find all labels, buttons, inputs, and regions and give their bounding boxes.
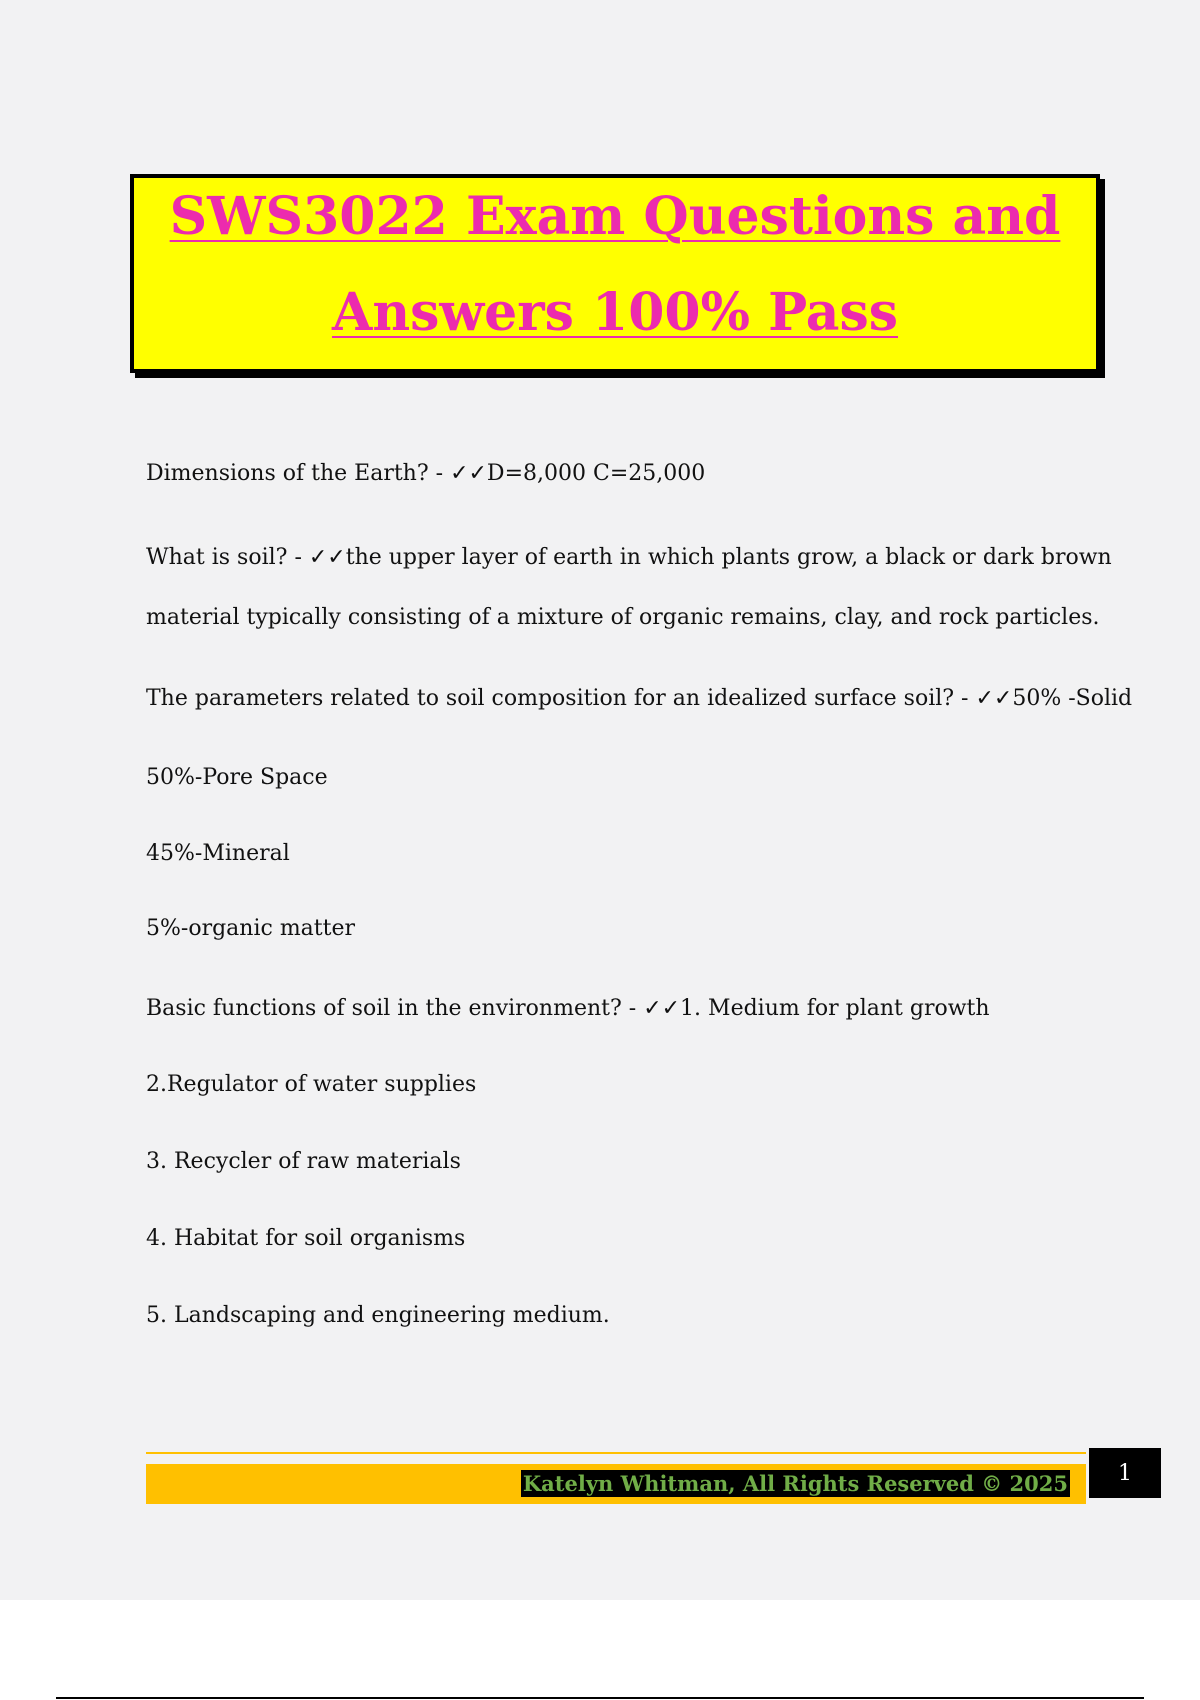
footer-divider <box>146 1452 1086 1454</box>
answer-recycler: 3. Recycler of raw materials <box>146 1149 461 1174</box>
copyright-text: Katelyn Whitman, All Rights Reserved © 2025 <box>522 1471 1068 1496</box>
question-what-is-soil: What is soil? - ✓✓the upper layer of earth in which plants grow, a black or dark brown <box>146 545 1112 570</box>
question-earth-dimensions: Dimensions of the Earth? - ✓✓D=8,000 C=25,000 <box>146 461 706 486</box>
answer-pore-space: 50%-Pore Space <box>146 765 328 790</box>
answer-organic-matter: 5%-organic matter <box>146 916 356 941</box>
title-line-1: SWS3022 Exam Questions and <box>169 186 1061 247</box>
footer-band <box>146 1464 1086 1504</box>
question-soil-composition: The parameters related to soil composition for an idealized surface soil? - ✓✓50% -Solid <box>146 686 1133 711</box>
question-soil-functions: Basic functions of soil in the environment? - ✓✓1. Medium for plant growth <box>146 996 990 1021</box>
title-line-2: Answers 100% Pass <box>331 282 899 343</box>
answer-habitat: 4. Habitat for soil organisms <box>146 1226 466 1251</box>
title-box <box>130 174 1100 373</box>
page-number: 1 <box>1089 1448 1161 1498</box>
answer-what-is-soil-cont: material typically consisting of a mixture of organic remains, clay, and rock particles. <box>146 605 1100 630</box>
answer-landscaping: 5. Landscaping and engineering medium. <box>146 1303 610 1328</box>
answer-regulator-water: 2.Regulator of water supplies <box>146 1072 477 1097</box>
bottom-rule <box>56 1697 1144 1699</box>
answer-mineral: 45%-Mineral <box>146 841 290 866</box>
